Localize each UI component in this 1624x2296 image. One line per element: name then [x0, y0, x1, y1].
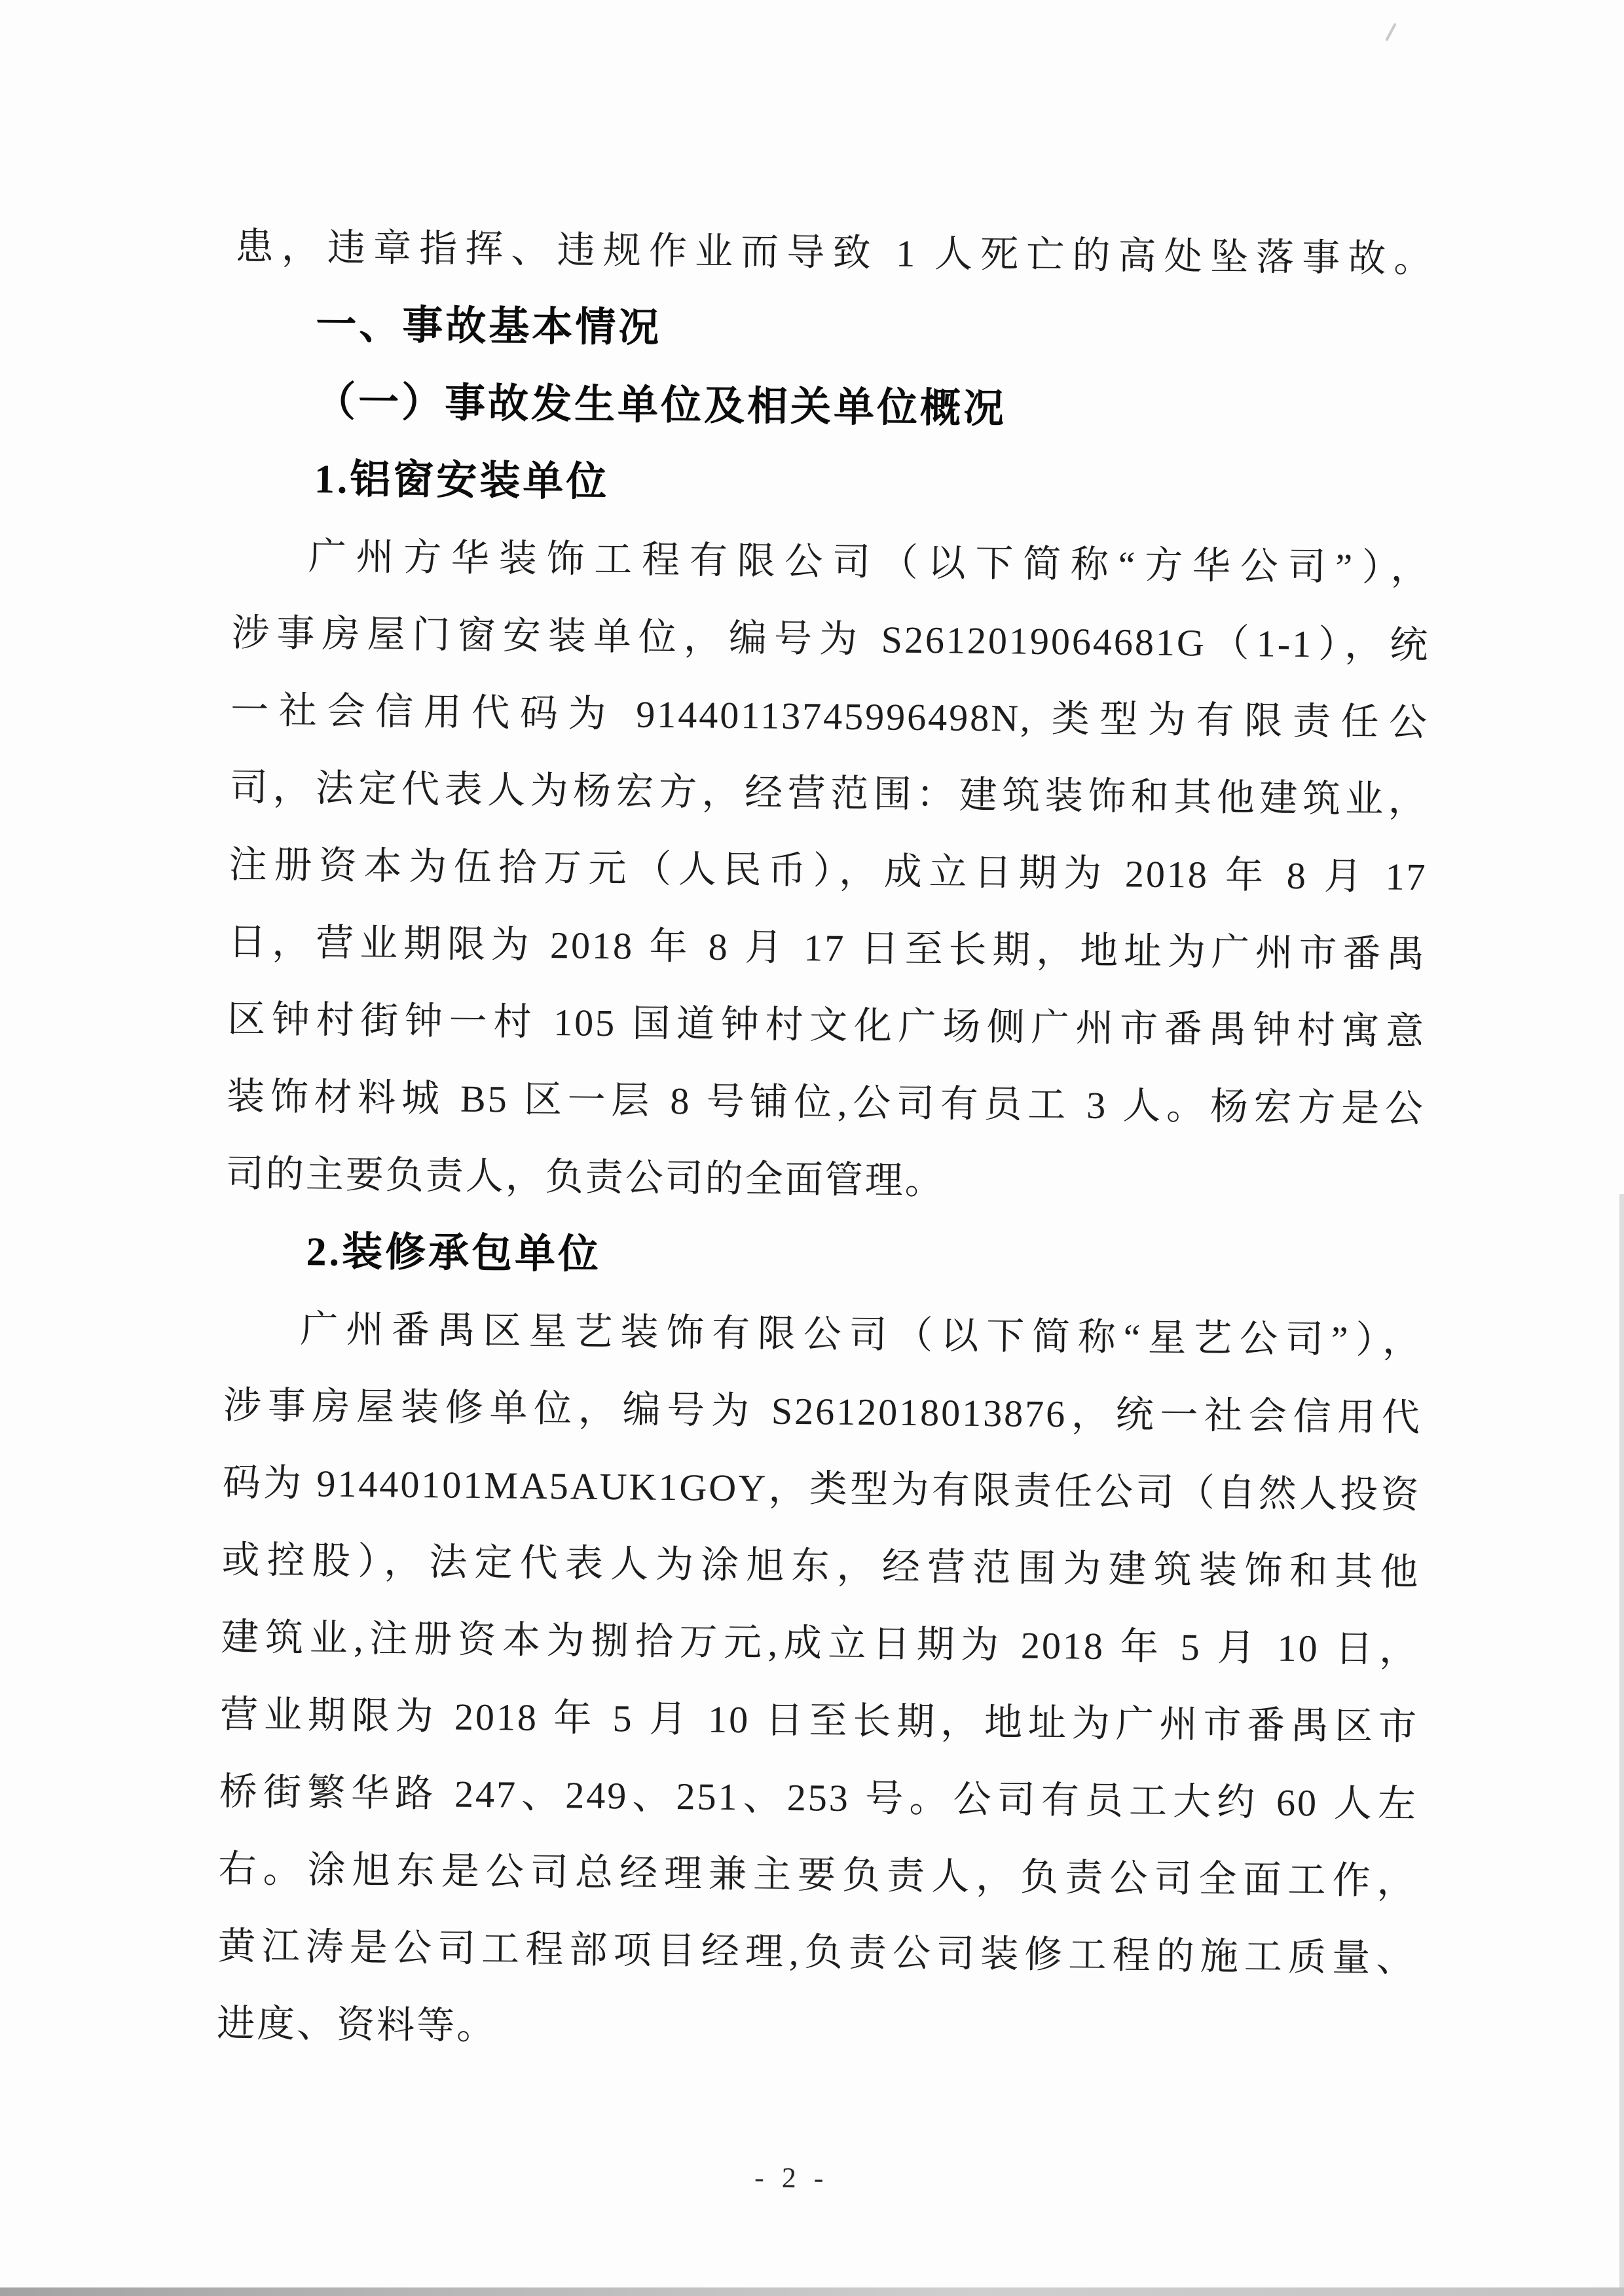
body-line: 广州番禺区星艺装饰有限公司（以下简称“星艺公司”）， [299, 1307, 1423, 1362]
heading-line: 一、事故基本情况 [316, 302, 662, 351]
body-line: 注册资本为伍拾万元（人民币），成立日期为 2018 年 8 月 17 [229, 843, 1428, 899]
body-line: 桥街繁华路 247、249、251、253 号。公司有员工大约 60 人左 [219, 1770, 1418, 1826]
body-line: 涉事房屋门窗安装单位，编号为 S2612019064681G（1-1），统 [231, 611, 1430, 667]
body-line: 患，违章指挥、违规作业而导致 1 人死亡的高处坠落事故。 [235, 225, 1434, 281]
body-line: 广州方华装饰工程有限公司（以下简称“方华公司”）， [308, 535, 1431, 590]
body-line: 区钟村街钟一村 105 国道钟村文化广场侧广州市番禺钟村寓意 [227, 997, 1426, 1053]
page-footer [0, 2153, 1604, 2203]
heading-line: （一）事故发生单位及相关单位概况 [314, 380, 1007, 432]
body-line: 右。涂旭东是公司总经理兼主要负责人，负责公司全面工作， [218, 1847, 1417, 1903]
page-number-label: - 2 - [754, 2161, 829, 2195]
scan-edge-right [1619, 1194, 1624, 2296]
body-line: 涉事房屋装修单位，编号为 S2612018013876，统一社会信用代 [223, 1383, 1422, 1440]
body-line: 或控股），法定代表人为涂旭东，经营范围为建筑装饰和其他 [221, 1538, 1420, 1594]
body-line: 黄江涛是公司工程部项目经理,负责公司装修工程的施工质量、 [217, 1924, 1416, 1980]
body-line: 日，营业期限为 2018 年 8 月 17 日至长期，地址为广州市番禺 [228, 920, 1427, 976]
heading-line: 1.铝窗安装单位 [314, 457, 610, 505]
body-line: 装饰材料城 B5 区一层 8 号铺位,公司有员工 3 人。杨宏方是公 [226, 1074, 1426, 1131]
body-line: 一社会信用代码为 91440113745996498N, 类型为有限责任公 [230, 688, 1430, 744]
body-line: 码为 91440101MA5AUK1GOY，类型为有限责任公司（自然人投资 [222, 1461, 1422, 1517]
body-line: 司的主要负责人，负责公司的全面管理。 [225, 1152, 946, 1203]
body-line: 司，法定代表人为杨宏方，经营范围：建筑装饰和其他建筑业， [229, 765, 1429, 822]
scan-edge-bottom [0, 2287, 1624, 2296]
body-line: 进度、资料等。 [216, 2001, 497, 2048]
body-line: 营业期限为 2018 年 5 月 10 日至长期，地址为广州市番禺区市 [219, 1692, 1419, 1749]
heading-line: 2.装修承包单位 [306, 1230, 602, 1277]
body-line: 建筑业,注册资本为捌拾万元,成立日期为 2018 年 5 月 10 日， [221, 1615, 1420, 1671]
